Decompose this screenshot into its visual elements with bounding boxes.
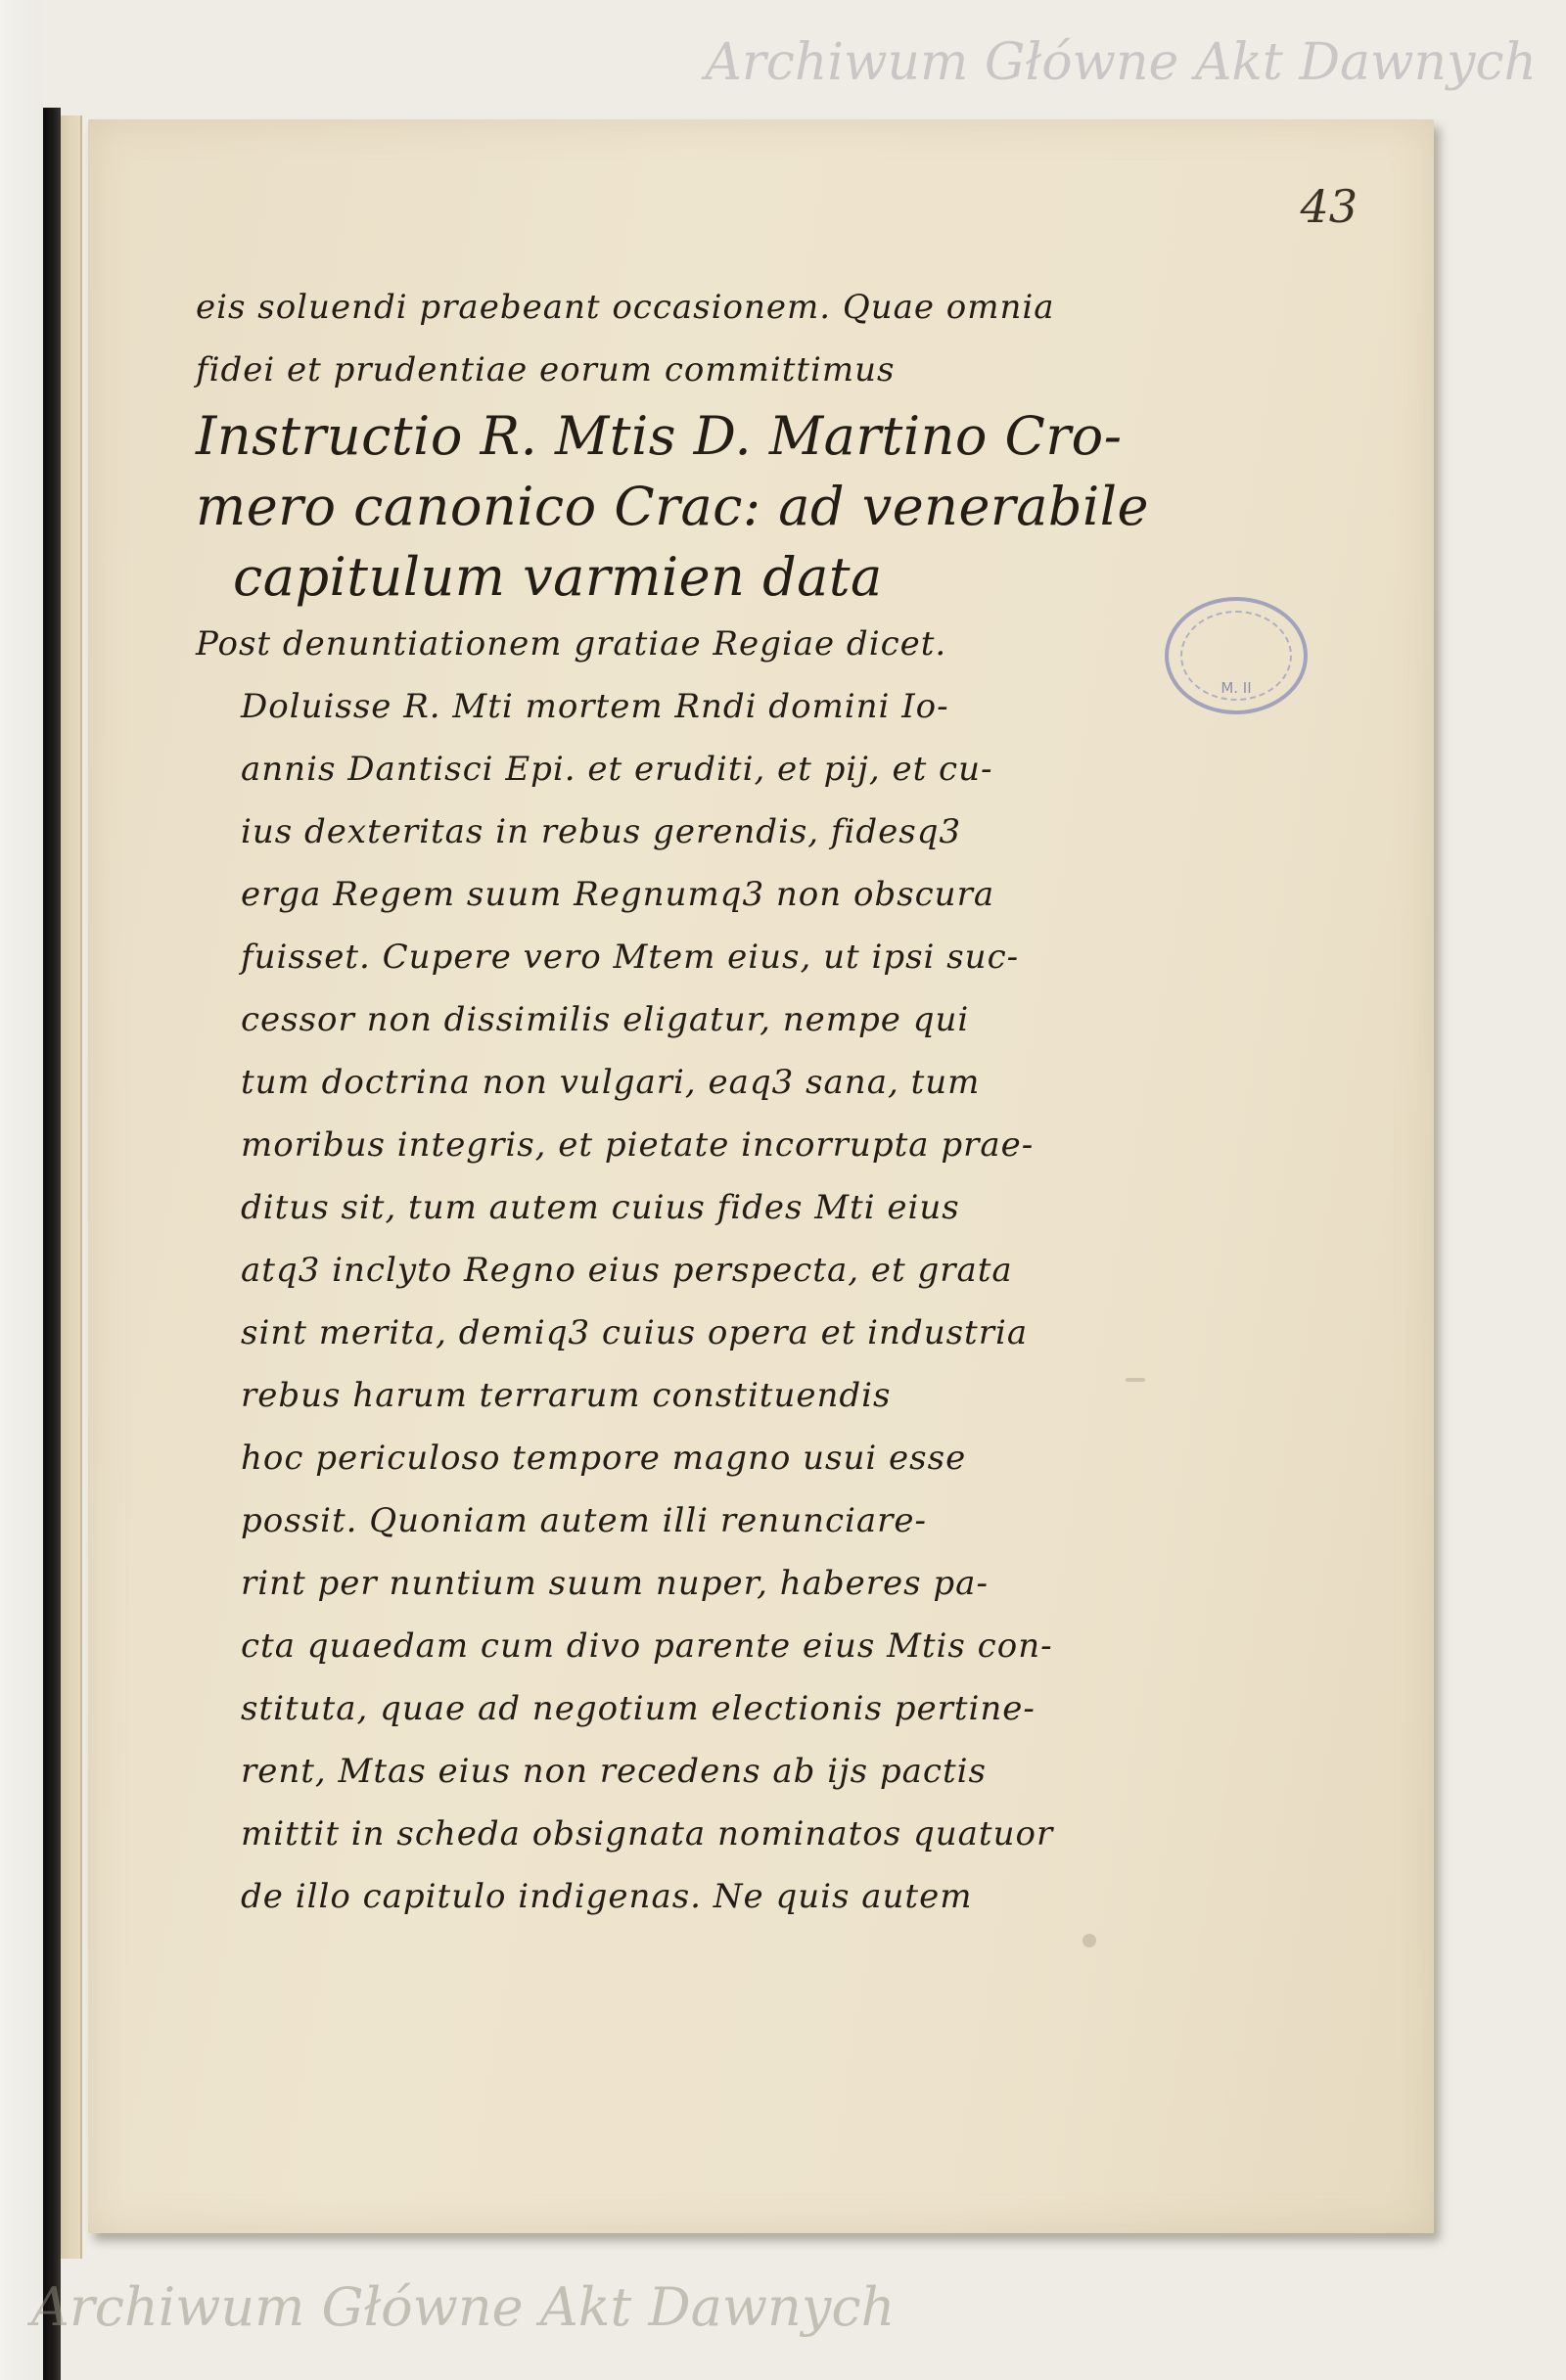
text-line: Doluisse R. Mti mortem Rndi domini Io- [241, 687, 949, 726]
heading-line: capitulum varmien data [233, 546, 883, 608]
text-line: moribus integris, et pietate incorrupta prae- [241, 1125, 1035, 1165]
text-line: Post denuntiationem gratiae Regiae dicet. [196, 624, 947, 664]
text-line: fuisset. Cupere vero Mtem eius, ut ipsi suc- [241, 938, 1020, 977]
text-line: de illo capitulo indigenas. Ne quis autem [241, 1877, 973, 1916]
watermark-bottom: Archiwum Główne Akt Dawnych [31, 2276, 896, 2338]
text-line: cessor non dissimilis eligatur, nempe qui [241, 1000, 970, 1039]
text-line: ditus sit, tum autem cuius fides Mti eius [241, 1188, 960, 1227]
text-line: tum doctrina non vulgari, eaq3 sana, tum [241, 1063, 981, 1102]
text-line: hoc periculoso tempore magno usui esse [241, 1439, 967, 1478]
text-line: cta quaedam cum divo parente eius Mtis con- [241, 1626, 1053, 1666]
text-line: erga Regem suum Regnumq3 non obscura [241, 875, 995, 914]
text-line: atq3 inclyto Regno eius perspecta, et grata [241, 1251, 1013, 1290]
text-line: fidei et prudentiae eorum committimus [196, 350, 896, 389]
manuscript-text [196, 276, 1243, 1928]
book-binding [43, 108, 61, 2380]
text-line: stituta, quae ad negotium electionis pertine- [241, 1689, 1036, 1728]
watermark-top: Archiwum Główne Akt Dawnych [705, 33, 1537, 92]
ink-smudge [1082, 1934, 1096, 1947]
text-line: possit. Quoniam autem illi renunciare- [241, 1501, 928, 1540]
text-line: ius dexteritas in rebus gerendis, fidesq3 [241, 812, 962, 851]
text-line: rent, Mtas eius non recedens ab ijs pactis [241, 1752, 987, 1791]
text-line: sint merita, demiq3 cuius opera et industria [241, 1313, 1029, 1352]
heading-line: mero canonico Crac: ad venerabile [196, 476, 1149, 537]
text-line: mittit in scheda obsignata nominatos quatuor [241, 1814, 1054, 1854]
text-line: annis Dantisci Epi. et eruditi, et pij, et cu- [241, 750, 993, 789]
heading-line: Instructio R. Mtis D. Martino Cro- [196, 405, 1123, 467]
text-line: rebus harum terrarum constituendis [241, 1376, 892, 1415]
text-line: rint per nuntium suum nuper, haberes pa- [241, 1564, 989, 1603]
ink-smudge [1126, 1378, 1145, 1382]
left-margin [0, 0, 43, 2380]
page-number: 43 [1300, 180, 1358, 233]
facing-page-edge [61, 115, 82, 2259]
manuscript-page [88, 119, 1434, 2233]
text-line: eis soluendi praebeant occasionem. Quae omnia [196, 288, 1055, 327]
stamp-text: M. II [1221, 679, 1252, 697]
